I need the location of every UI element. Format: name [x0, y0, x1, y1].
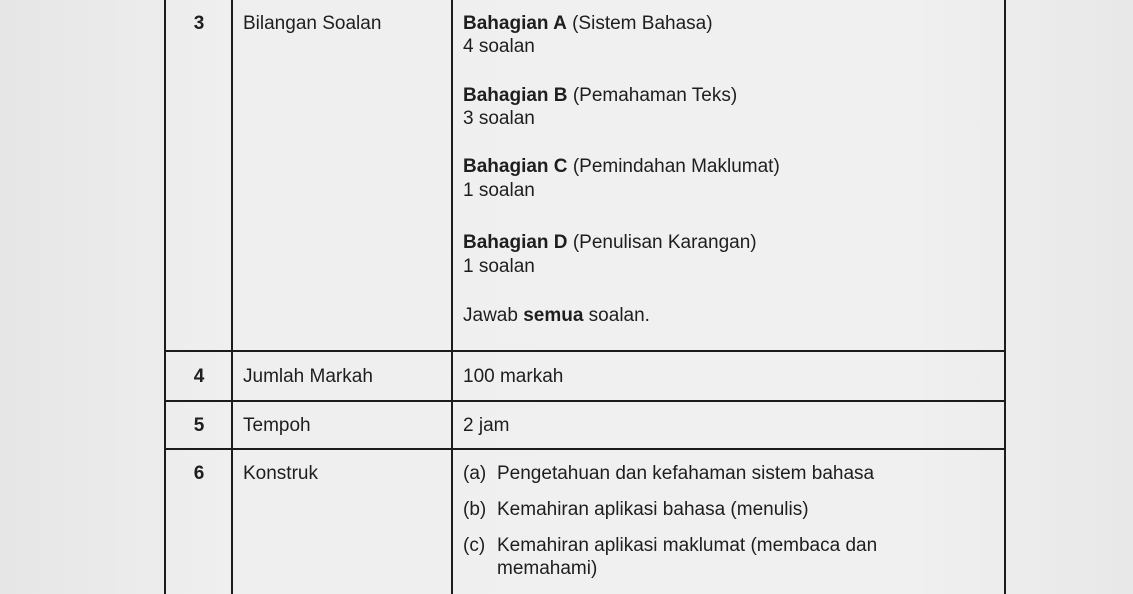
column-divider-1: [231, 0, 233, 594]
construct-item-a: [463, 462, 874, 485]
section-title: Bahagian C: [463, 156, 568, 177]
answer-instruction: [463, 304, 650, 327]
item-label: (c): [463, 535, 486, 556]
row-number: 3: [193, 13, 205, 34]
section-a-count: 4 soalan: [463, 36, 535, 57]
table-left-border: [164, 0, 166, 594]
section-c-count: 1 soalan: [463, 180, 535, 201]
section-description: (Penulisan Karangan): [572, 232, 757, 253]
row-item-label: Tempoh: [243, 415, 311, 436]
instruction-bold: semua: [523, 305, 584, 326]
row-item-label: Jumlah Markah: [243, 366, 373, 387]
row-divider-5-6: [164, 448, 1006, 450]
section-title: Bahagian B: [463, 85, 568, 106]
section-b-heading: [463, 84, 737, 107]
section-description: (Pemahaman Teks): [572, 85, 738, 106]
construct-item-c: [463, 534, 877, 557]
section-description: (Pemindahan Maklumat): [572, 156, 780, 177]
section-b-count: 3 soalan: [463, 108, 535, 129]
row-divider-4-5: [164, 400, 1006, 402]
item-text: Kemahiran aplikasi bahasa (menulis): [497, 499, 809, 520]
construct-item-c-continuation: memahami): [497, 558, 598, 579]
item-label: (a): [463, 463, 487, 484]
item-label: (b): [463, 499, 487, 520]
row-item-label: Bilangan Soalan: [243, 13, 382, 34]
row-number: 4: [193, 366, 205, 387]
instruction-post: soalan.: [583, 305, 650, 326]
section-description: (Sistem Bahasa): [572, 13, 713, 34]
section-a-heading: [463, 12, 713, 35]
item-text: Pengetahuan dan kefahaman sistem bahasa: [497, 463, 875, 484]
row-divider-3-4: [164, 350, 1006, 352]
instruction-pre: Jawab: [463, 305, 524, 326]
item-text: Kemahiran aplikasi maklumat (membaca dan: [497, 535, 878, 556]
construct-item-b: [463, 498, 809, 521]
section-title: Bahagian D: [463, 232, 568, 253]
row-value: 100 markah: [463, 366, 564, 387]
row-number: 6: [193, 463, 205, 484]
section-d-heading: [463, 231, 757, 254]
section-d-count: 1 soalan: [463, 256, 535, 277]
column-divider-2: [451, 0, 453, 594]
section-c-heading: [463, 155, 780, 178]
row-number: 5: [193, 415, 205, 436]
row-value: 2 jam: [463, 415, 510, 436]
section-title: Bahagian A: [463, 13, 567, 34]
row-item-label: Konstruk: [243, 463, 318, 484]
table-right-border: [1004, 0, 1006, 594]
